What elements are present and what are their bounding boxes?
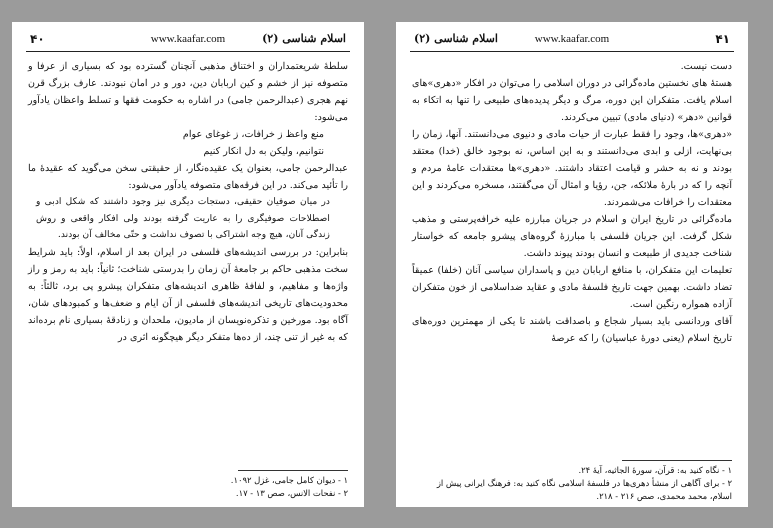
page-body — [28, 58, 348, 346]
footnote-rule — [622, 460, 732, 461]
paragraph: هستهٔ های نخستین ماده‌گرائی در دوران اسلامی را می‌توان در افکار «دهری»‌های اسلام یافت. متفکران این دوره، مرگ و دیگر پدیده‌های طبیعی را تنها به اتکاء به قوانین «دهر» (دنیای مادی) تبیین می‌کردند. — [412, 78, 732, 123]
left-page — [12, 22, 364, 507]
page-body — [412, 58, 732, 347]
footnotes — [412, 464, 732, 503]
running-title: اسلام شناسی (۲) — [414, 32, 498, 45]
page-header — [414, 32, 730, 50]
header-rule — [410, 51, 734, 52]
footnote: ۲ - نفحات الانس، صص ۱۳ - ۱۷. — [235, 488, 348, 498]
paragraph: آقای وردانسی باید بسیار شجاع و باصداقت باشند تا یکی از مهمترین دوره‌های تاریخ اسلام (یعنی دورهٔ عباسیان) را که عرصهٔ — [412, 316, 732, 344]
paragraph: سلطهٔ شریعتمداران و اختناق مذهبی آنچنان گسترده بود که بسیاری از عرفا و متصوفه نیز از خشم و کین اربابان دین، دور و در امان نبودند. عارف بزرگ قرن نهم هجری (عبدالرحمن جامی) در اشاره به حکومت فقها و تسلط واعظان یادآور می‌شود: — [28, 61, 348, 123]
page-number: ۴۰ — [30, 32, 45, 46]
right-page — [396, 22, 748, 507]
footnote: ۱ - دیوان کامل جامی، غزل ۱۰۹۲. — [230, 475, 348, 485]
page-number: ۴۱ — [715, 32, 730, 46]
paragraph: دست نیست. — [680, 61, 732, 72]
verse-line: نتوانیم، ولیکن به دل انکار کنیم — [203, 146, 324, 157]
paragraph: «دهری»‌ها، وجود را فقط عبارت از حیات مادی و دنیوی می‌دانستند. آنها، زمان را بی‌نهایت، ازلی و ابدی می‌دانستند و به این اساس، نه بوجود خالق (خدا) معتقد بودند و نه به حشر و قیامت اعتقاد داشتند. «دهری»‌ها معتقدات عامهٔ مردم و آنچه را که در بارهٔ ملائکه، جن، رؤیا و امثال آن می‌گفتند، مسخره می‌کردند و این معتقدات را خرافات می‌شمردند. — [412, 129, 732, 208]
footnotes — [28, 474, 348, 500]
page-header — [30, 32, 346, 50]
paragraph: عبدالرحمن جامی، بعنوان یک عقیده‌نگار، از حقیقتی سخن می‌گوید که عقیدهٔ ما را تأئید می‌کند. در این فرقه‌های متصوفه یادآور می‌شود: — [28, 163, 348, 191]
verse-line: منع واعظ ز خرافات، ز غوغای عوام — [182, 129, 324, 140]
site-url: www.kaafar.com — [150, 33, 226, 45]
footnote-rule — [238, 470, 348, 471]
footnote: ۱ - نگاه کنید به: قرآن، سورهٔ الجاثیه، آیهٔ ۲۴. — [578, 465, 732, 475]
paragraph: تعلیمات این متفکران، با منافع اربابان دین و پاسداران سیاسی آنان (خلفا) عمیقاً تضاد داشت. بهمین جهت تاریخ فلسفهٔ مادی و عقاید ضداسلامی از خون متفکران آزاده همواره رنگین است. — [412, 265, 732, 310]
gutter — [364, 22, 396, 507]
paragraph: بنابراین: در بررسی اندیشه‌های فلسفی در ایران بعد از اسلام، اولاً: باید شرایط سخت مذهبی حاکم بر جامعهٔ آن زمان را بدرستی شناخت؛ ثانیاً: باید به رمز و راز واژه‌ها و مفاهیم، و لفافهٔ ظاهری اندیشه‌های متفکران پیشرو پی برد، ثالثاً: به محدودیت‌های تاریخی اندیشه‌های فلسفی از آن ایام و ضعف‌ها و کمبودهای شان، آگاه بود. مورخین و تذکره‌نویسان از مادیون، ملحدان و زنادقهٔ بسیاری نام برده‌اند که به غیر از تنی چند، از ده‌ها متفکر دیگر هیچگونه اثری در — [28, 246, 348, 343]
running-title: اسلام شناسی (۲) — [262, 32, 346, 45]
site-url: www.kaafar.com — [534, 33, 610, 45]
block-quote: در میان صوفیان حقیقی، دستجات دیگری نیز وجود داشتند که شکل ادبی و اصطلاحات صوفیگری را به عاریت گرفته بودند ولی افکار واقعی و روش زندگی آنان، هیچ وجه اشتراکی با تصوف نداشت و حتّی مخالف آن بودند. — [36, 196, 330, 240]
footnote: ۲ - برای آگاهی از منشأ دهری‌ها در فلسفهٔ اسلامی نگاه کنید به: فرهنگ ایرانی پیش از اسلام، محمد محمدی، صص ۲۱۶ - ۲۱۸. — [436, 478, 732, 501]
header-rule — [26, 51, 350, 52]
paragraph: ماده‌گرائی در تاریخ ایران و اسلام در جریان مبارزه علیه خرافه‌پرستی و مذهب شکل گرفت. این جریان فلسفی با مبارزهٔ گروه‌های پیشرو جامعه که خواستار شناخت جدیدی از طبیعت و انسان بودند پیوند داشت. — [412, 214, 732, 259]
